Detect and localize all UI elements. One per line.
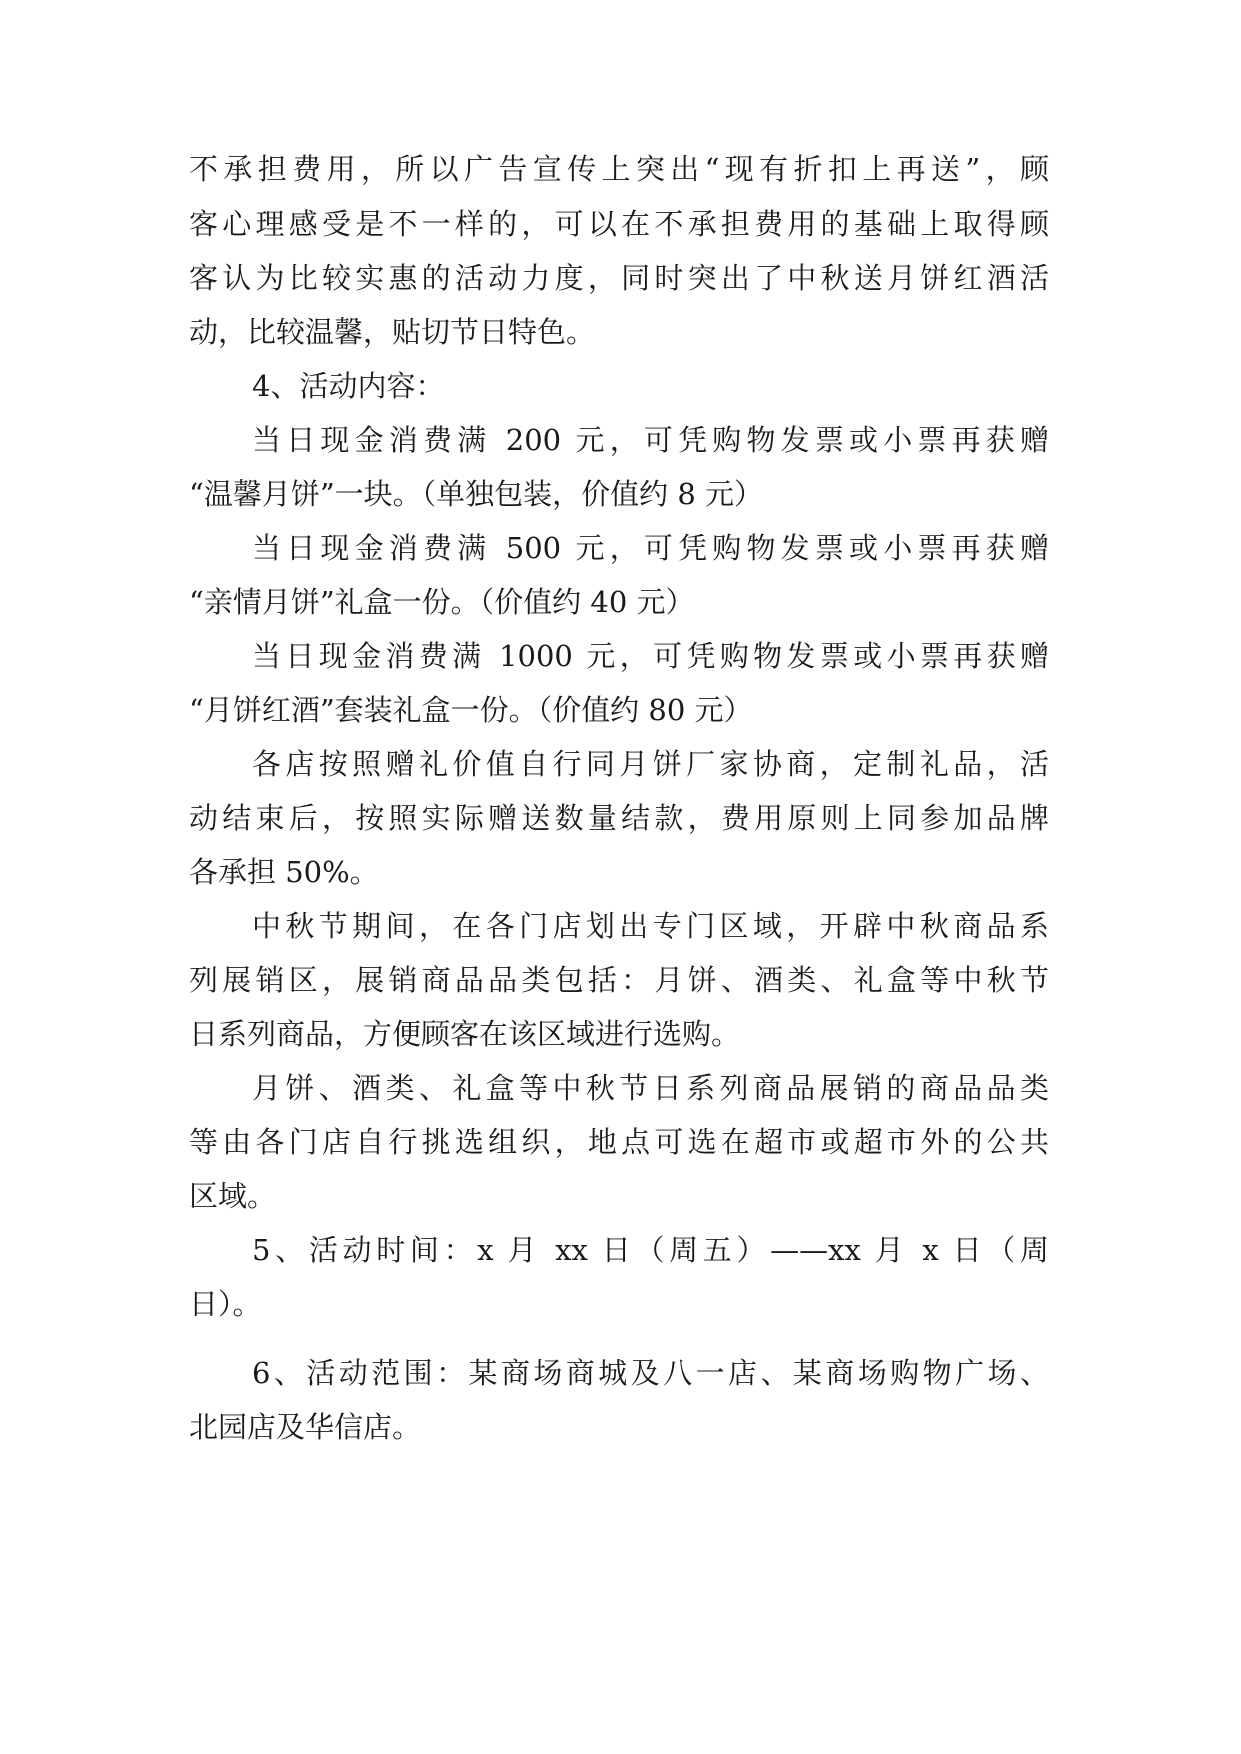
text-line: 客认为比较实惠的活动力度，同时突出了中秋送月饼红酒活 xyxy=(189,261,1049,295)
text-line: 等由各门店自行挑选组织，地点可选在超市或超市外的公共 xyxy=(189,1125,1049,1159)
text-line: 不承担费用，所以广告宣传上突出“现有折扣上再送”，顾 xyxy=(189,152,1049,186)
text-line: 客心理感受是不一样的，可以在不承担费用的基础上取得顾 xyxy=(189,207,1049,241)
text-line: 当日现金消费满 1000 元，可凭购物发票或小票再获赠 xyxy=(252,639,1049,673)
text-line: 当日现金消费满 500 元，可凭购物发票或小票再获赠 xyxy=(252,531,1049,565)
text-line: 各店按照赠礼价值自行同月饼厂家协商，定制礼品，活 xyxy=(252,747,1049,781)
text-line: 动，比较温馨，贴切节日特色。 xyxy=(189,315,596,349)
text-line: “月饼红酒”套装礼盒一份。（价值约 80 元） xyxy=(189,693,753,727)
text-line: 中秋节期间，在各门店划出专门区域，开辟中秋商品系 xyxy=(252,909,1049,943)
text-line: 月饼、酒类、礼盒等中秋节日系列商品展销的商品品类 xyxy=(252,1071,1049,1105)
text-line: 日系列商品，方便顾客在该区域进行选购。 xyxy=(189,1017,741,1051)
section-heading: 6、活动范围：某商场商城及八一店、某商场购物广场、 xyxy=(252,1356,1049,1390)
text-line: 区域。 xyxy=(189,1179,277,1213)
text-line: “温馨月饼”一块。（单独包装，价值约 8 元） xyxy=(189,477,764,511)
section-heading: 5、活动时间：x 月 xx 日（周五）——xx 月 x 日（周 xyxy=(252,1233,1049,1267)
text-line: “亲情月饼”礼盒一份。（价值约 40 元） xyxy=(189,585,695,619)
text-line: 各承担 50%。 xyxy=(189,855,379,889)
text-line: 列展销区，展销商品品类包括：月饼、酒类、礼盒等中秋节 xyxy=(189,963,1049,997)
text-line: 北园店及华信店。 xyxy=(189,1410,422,1444)
text-line: 动结束后，按照实际赠送数量结款，费用原则上同参加品牌 xyxy=(189,801,1049,835)
text-line: 日）。 xyxy=(189,1287,262,1321)
section-heading: 4、活动内容： xyxy=(252,369,445,403)
text-line: 当日现金消费满 200 元，可凭购物发票或小票再获赠 xyxy=(252,423,1049,457)
